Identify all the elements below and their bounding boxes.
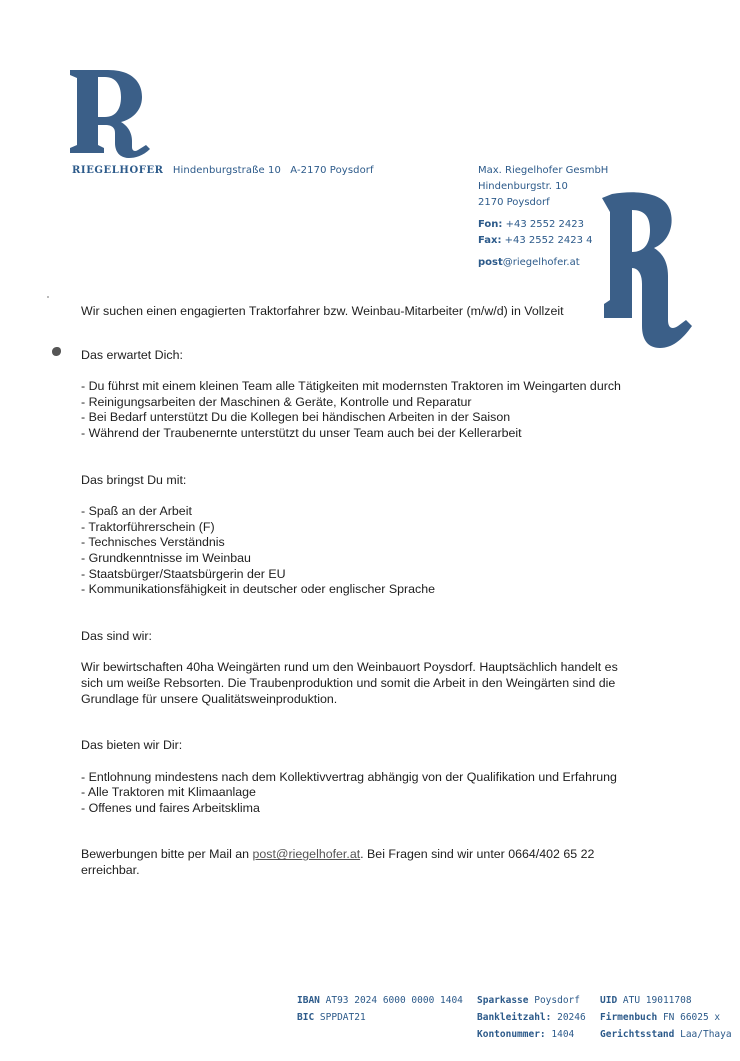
bic-value: SPPDAT21 — [319, 1012, 366, 1023]
kontonummer-label: Kontonummer: — [477, 1029, 546, 1040]
closing-text-before: Bewerbungen bitte per Mail an — [81, 847, 253, 862]
scan-dot — [47, 296, 49, 298]
bankleitzahl-label: Bankleitzahl: — [477, 1012, 552, 1023]
uid-label: UID — [600, 995, 618, 1006]
list-item: - Technisches Verständnis — [81, 535, 225, 550]
footer-bank-account — [297, 992, 463, 1026]
email-user: post — [478, 257, 503, 268]
list-item: - Spaß an der Arbeit — [81, 504, 192, 519]
riegelhofer-logo-small — [70, 70, 152, 158]
sender-brand: RIEGELHOFER — [72, 165, 164, 176]
footer-iban — [297, 992, 463, 1009]
list-item: - Staatsbürger/Staatsbürgerin der EU — [81, 566, 286, 581]
phone-label: Fon: — [478, 219, 503, 230]
list-item: - Du führst mit einem kleinen Team alle Tätigkeiten mit modernsten Traktoren im Weingarten durch — [81, 379, 621, 394]
uid-value: ATU 19011708 — [622, 995, 692, 1006]
fax-value: +43 2552 2423 4 — [504, 235, 593, 246]
footer-bic — [297, 1009, 463, 1026]
phone-value: +43 2552 2423 — [505, 219, 584, 230]
firmenbuch-label: Firmenbuch — [600, 1012, 658, 1023]
list-item: - Alle Traktoren mit Klimaanlage — [81, 785, 256, 800]
company-email[interactable] — [478, 255, 608, 271]
list-item: - Reinigungsarbeiten der Maschinen & Geräte, Kontrolle und Reparatur — [81, 394, 472, 409]
fax-label: Fax: — [478, 235, 502, 246]
list-item: - Entlohnung mindestens nach dem Kollektivvertrag abhängig von der Qualifikation und Erfahrung — [81, 769, 617, 784]
footer-firmenbuch — [600, 1009, 732, 1026]
bring-list — [81, 504, 641, 598]
gerichtsstand-label: Gerichtsstand — [600, 1029, 675, 1040]
iban-label: IBAN — [297, 995, 320, 1006]
section-title-bring: Das bringst Du mit: — [81, 472, 187, 487]
application-email-link[interactable]: post@riegelhofer.at — [252, 847, 361, 862]
company-phone — [478, 217, 608, 233]
iban-value: AT93 2024 6000 0000 1404 — [325, 995, 463, 1006]
firmenbuch-value: FN 66025 x — [662, 1012, 721, 1023]
job-headline: Wir suchen einen engagierten Traktorfahrer bzw. Weinbau-Mitarbeiter (m/w/d) in Vollzeit — [81, 304, 564, 318]
offer-list — [81, 770, 641, 817]
kontonummer-value: 1404 — [551, 1029, 575, 1040]
footer-bank — [477, 992, 586, 1043]
company-city: 2170 Poysdorf — [478, 197, 550, 208]
gerichtsstand-value: Laa/Thaya — [680, 1029, 732, 1040]
footer-company-register — [600, 992, 732, 1043]
company-name: Max. Riegelhofer GesmbH — [478, 165, 609, 176]
footer-bankleitzahl — [477, 1009, 586, 1026]
expect-list — [81, 379, 641, 441]
list-item: - Bei Bedarf unterstützt Du die Kollegen bei händischen Arbeiten in der Saison — [81, 410, 511, 425]
bank-name-value: Poysdorf — [534, 995, 580, 1006]
section-title-we: Das sind wir: — [81, 628, 152, 643]
section-title-offer: Das bieten wir Dir: — [81, 738, 183, 753]
footer-bank-name — [477, 992, 586, 1009]
sender-street: Hindenburgstraße 10 — [172, 165, 281, 176]
list-item: - Grundkenntnisse im Weinbau — [81, 550, 251, 565]
email-domain: @riegelhofer.at — [502, 257, 580, 268]
list-item: - Kommunikationsfähigkeit in deutscher oder englischer Sprache — [81, 582, 436, 597]
company-fax — [478, 233, 608, 249]
about-us-text: Wir bewirtschaften 40ha Weingärten rund um den Weinbauort Poysdorf. Hauptsächlich handelt es sich um weiße Rebsorten. Die Traubenproduktion und somit die Arbeit in den Weingärten sind die Grundlage für unsere Qualitätsweinproduktion. — [81, 660, 618, 706]
bankleitzahl-value: 20246 — [557, 1012, 586, 1023]
list-item: - Offenes und faires Arbeitsklima — [81, 800, 260, 815]
company-address-block — [478, 163, 608, 271]
list-item: - Traktorführerschein (F) — [81, 519, 215, 534]
footer-uid — [600, 992, 732, 1009]
section-title-expect: Das erwartet Dich: — [81, 347, 183, 362]
closing-text-after: . Bei Fragen sind wir unter 0664/402 65 22 erreichbar. — [81, 847, 595, 878]
company-street: Hindenburgstr. 10 — [478, 181, 568, 192]
bic-label: BIC — [297, 1012, 315, 1023]
footer-gerichtsstand — [600, 1026, 732, 1043]
sender-city: A-2170 Poysdorf — [290, 165, 374, 176]
bank-name-label: Sparkasse — [477, 995, 529, 1006]
list-item: - Während der Traubenernte unterstützt du unser Team auch bei der Kellerarbeit — [81, 425, 522, 440]
job-ad-body — [81, 304, 641, 879]
scan-mark — [52, 347, 61, 356]
footer-kontonummer — [477, 1026, 586, 1043]
sender-line — [72, 165, 374, 176]
closing-text — [81, 847, 641, 878]
